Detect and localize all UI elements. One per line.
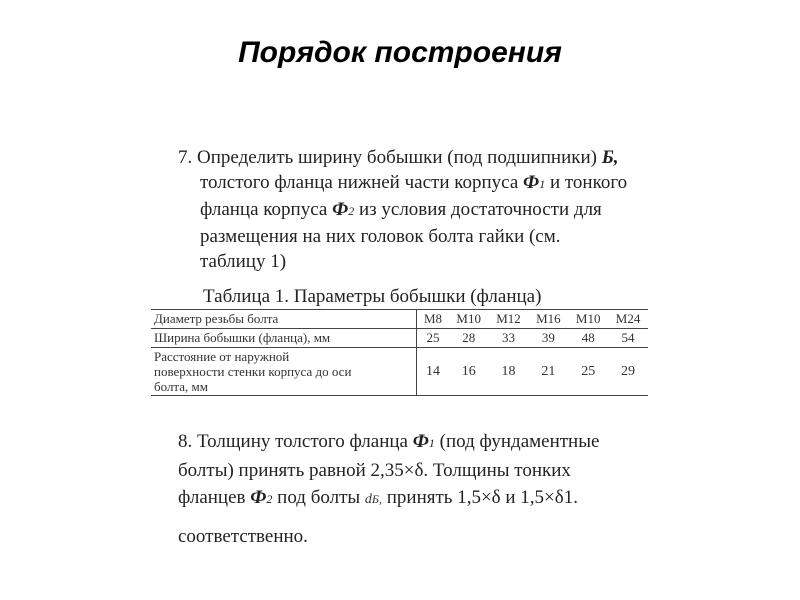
bolt-diameter-formula: dБ, [364,492,382,507]
table-cell: 21 [528,348,568,396]
table-header-label: Диаметр резьбы болта [151,310,417,329]
slide-title: Порядок построения [238,36,562,69]
table-cell: 48 [568,329,608,348]
table-column-header: M10 [449,310,489,329]
table-column-header: M16 [528,310,568,329]
table-cell: 33 [489,329,529,348]
symbol-f1: Ф1 [523,172,546,193]
step-7-line-1: 7. Определить ширину бобышки (под подшипники) Б, [178,147,619,168]
table-cell: 14 [417,348,449,396]
table-cell: 18 [489,348,529,396]
table-cell: 54 [608,329,648,348]
symbol-f1: Ф1 [412,431,435,452]
symbol-f2: Ф2 [250,487,273,508]
step-8-line-3: фланцев Ф2 под болты dБ, принять 1,5×δ и 1,5×δ1. [178,487,578,508]
table-column-header: M8 [417,310,449,329]
step-7-line-4: размещения на них головок болта гайки (см. [200,226,561,247]
step-7-line-5: таблицу 1) [200,251,287,272]
step-8-line-4: соответственно. [178,526,308,547]
table-column-header: M12 [489,310,529,329]
table-row [151,329,648,348]
table-caption: Таблица 1. Параметры бобышки (фланца) [203,286,542,307]
table-header-row [151,310,648,329]
table-cell: 39 [528,329,568,348]
step-8-line-2: болты) принять равной 2,35×δ. Толщины тонких [178,460,571,481]
symbol-f2: Ф2 [332,199,355,220]
table-column-header: M10 [568,310,608,329]
table-row-label: Расстояние от наружной поверхности стенки корпуса до оси болта, мм [151,348,417,396]
table-cell: 28 [449,329,489,348]
table-cell: 25 [568,348,608,396]
table-row-label: Ширина бобышки (фланца), мм [151,329,417,348]
table-cell: 16 [449,348,489,396]
table-column-header: M24 [608,310,648,329]
step-7-line-3: фланца корпуса Ф2 из условия достаточности для [200,199,602,220]
flange-parameters-table [151,309,648,396]
table-cell: 25 [417,329,449,348]
table-row [151,348,648,396]
symbol-b: Б, [601,147,619,168]
step-7-paragraph [178,145,658,274]
step-8-paragraph [178,428,658,550]
table-cell: 29 [608,348,648,396]
step-8-line-1: 8. Толщину толстого фланца Ф1 (под фундаментные [178,431,600,452]
step-7-line-2: толстого фланца нижней части корпуса Ф1 и тонкого [200,172,628,193]
